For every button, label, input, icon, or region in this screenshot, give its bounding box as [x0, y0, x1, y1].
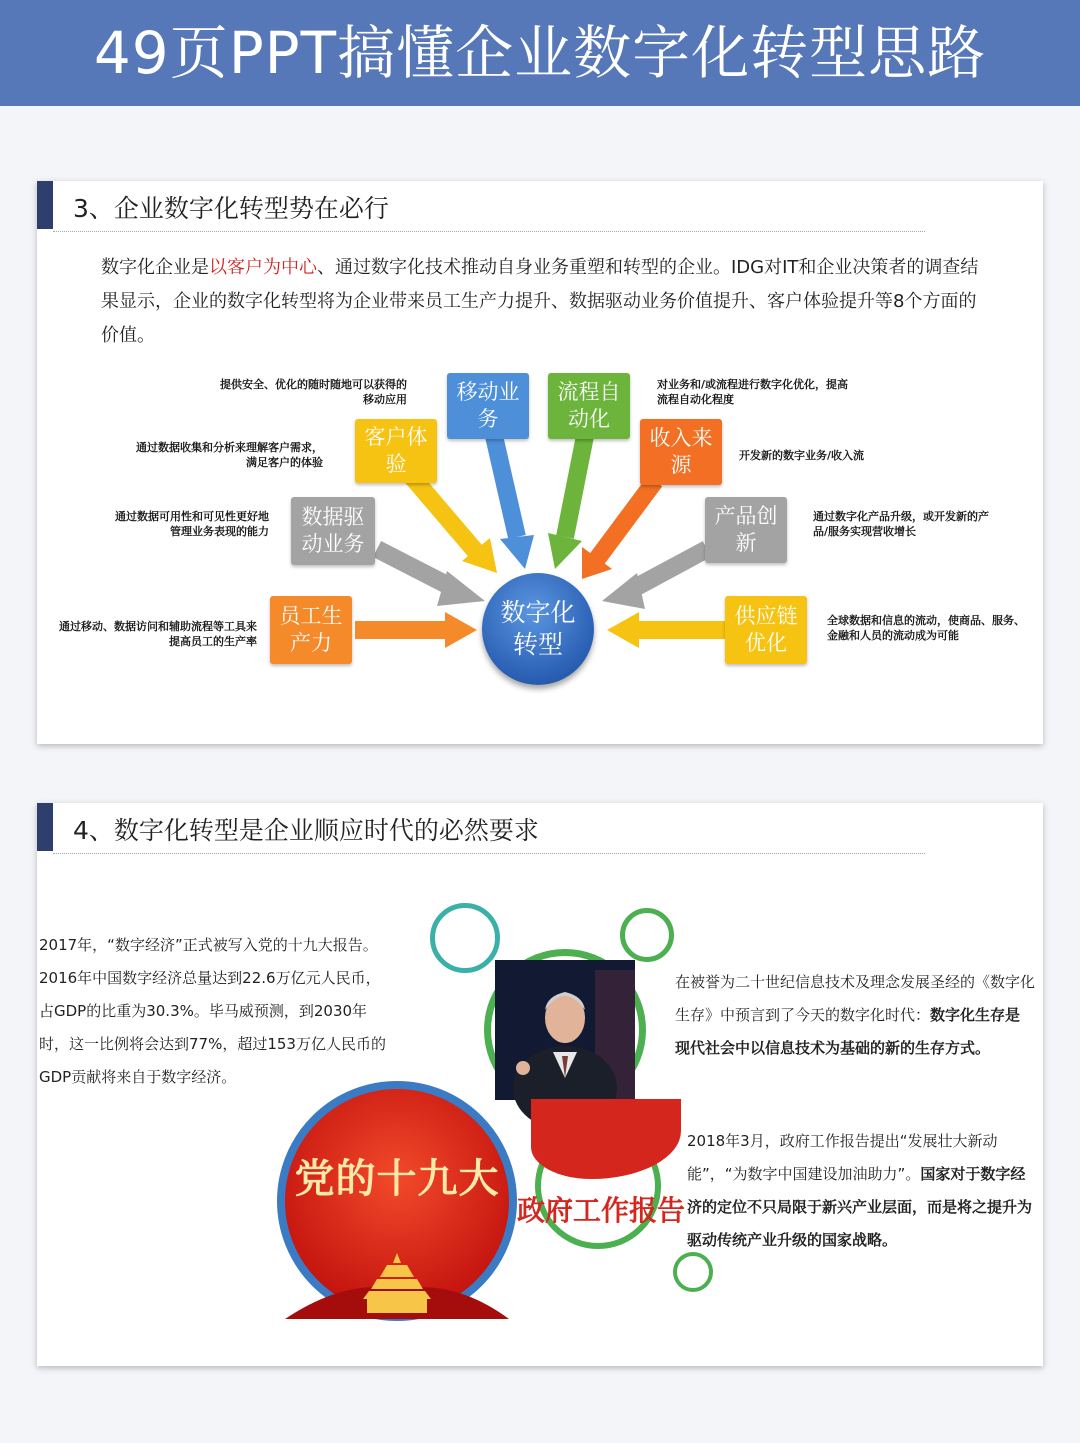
- para-text: 数字化企业是: [101, 257, 209, 278]
- arrow-product: [602, 549, 707, 609]
- arrow-employee: [355, 612, 477, 648]
- node-label: 移动业务: [456, 380, 520, 431]
- slide-4: [37, 803, 1043, 1366]
- para-text-rest: 、通过数字化技术推动自身业务重塑和转型的企业。IDG对IT和企业决策者的调查结果显示，企业的数字化转型将为企业带来员工生产力提升、数据驱动业务价值提升、客户体验提升等8个方面的价值。: [101, 257, 979, 346]
- annotation-mobile: 提供安全、优化的随时随地可以获得的移动应用: [220, 378, 407, 406]
- decor-ring: [620, 908, 674, 962]
- node-revenue-source: [640, 419, 722, 485]
- title-divider: [53, 853, 925, 854]
- hub-label: 数字化转型: [500, 598, 576, 659]
- right-text-2: [687, 1125, 1039, 1257]
- slide-title: 3、企业数字化转型势在必行: [73, 194, 389, 223]
- slide-title: 4、数字化转型是企业顺应时代的必然要求: [73, 816, 539, 845]
- annotation-supply: 全球数据和信息的流动，使商品、服务、金融和人员的流动成为可能: [827, 614, 1025, 642]
- arrow-process: [548, 436, 585, 569]
- slide-3: [37, 181, 1043, 744]
- left-text: 2017年，“数字经济”正式被写入党的十九大报告。2016年中国数字经济总量达到22.6万亿元人民币，占GDP的比重为30.3%。毕马威预测，到2030年时，这一比例将会达到77%，超过153万亿人民币的GDP贡献将来自于数字经济。: [39, 936, 386, 1086]
- congress-image-text: 党的十九大: [294, 1155, 500, 1202]
- annotation-product: 通过数字化产品升级，或开发新的产品/服务实现营收增长: [813, 510, 989, 538]
- title-banner: [0, 0, 1080, 106]
- node-mobile-business: [447, 373, 529, 439]
- node-label: 员工生产力: [279, 604, 343, 655]
- node-label: 产品创新: [714, 504, 778, 555]
- arrow-revenue: [582, 481, 655, 579]
- right-text-2-bold: 国家对于数字经济的定位不只局限于新兴产业层面，而是将之提升为驱动传统产业升级的国家战略。: [687, 1165, 1033, 1249]
- node-label: 客户体验: [364, 425, 428, 476]
- node-label: 供应链优化: [734, 604, 798, 655]
- temple-silhouette: [285, 1209, 509, 1319]
- node-label: 数据驱动业务: [301, 505, 365, 556]
- node-label: 收入来源: [649, 426, 713, 477]
- annotation-employee: 通过移动、数据访问和辅助流程等工具来提高员工的生产率: [59, 620, 257, 648]
- node-data-driven: [291, 497, 375, 565]
- hub-digital-transformation: [482, 573, 594, 685]
- report-image-banner: [531, 1099, 681, 1179]
- annotation-revenue: 开发新的数字业务/收入流: [739, 449, 865, 462]
- annotation-process: 对业务和/或流程进行数字化优化，提高流程自动化程度: [657, 378, 849, 406]
- node-process-automation: [548, 373, 630, 439]
- report-image-frame: [516, 1123, 685, 1249]
- right-text-1-bold: 数字化生存是现代社会中以信息技术为基础的新的生存方式。: [675, 1006, 1021, 1057]
- arrow-supply: [607, 612, 727, 648]
- portrait-photo-frame: [484, 949, 646, 1111]
- node-product-innovation: [705, 497, 787, 563]
- congress-image-frame: [277, 1081, 517, 1321]
- annotation-data: 通过数据可用性和可见性更好地管理业务表现的能力: [115, 510, 269, 538]
- node-label: 流程自动化: [557, 380, 621, 431]
- node-supply-chain: [725, 596, 807, 664]
- arrow-customer: [407, 471, 497, 573]
- right-text-1-plain: 在被誉为二十世纪信息技术及理念发展圣经的《数字化生存》中预言到了今天的数字化时代：: [675, 973, 1036, 1024]
- slide-title-bar: [37, 803, 53, 851]
- decor-ring: [430, 903, 500, 973]
- report-image-text: 政府工作报告: [516, 1194, 685, 1227]
- banner-title: 49页PPT搞懂企业数字化转型思路: [93, 19, 987, 87]
- right-text-1: [675, 966, 1035, 1065]
- portrait-photo: [495, 960, 635, 1100]
- annotation-customer: 通过数据收集和分析来理解客户需求，满足客户的体验: [136, 441, 323, 469]
- node-employee-productivity: [270, 596, 352, 664]
- node-customer-experience: [355, 419, 437, 483]
- para-highlight: 以客户为中心: [209, 257, 317, 278]
- right-text-2-plain: 2018年3月，政府工作报告提出“发展壮大新动能”，“为数字中国建设加油助力”。: [687, 1132, 998, 1183]
- decor-ring: [673, 1252, 713, 1292]
- arrow-mobile: [494, 436, 534, 569]
